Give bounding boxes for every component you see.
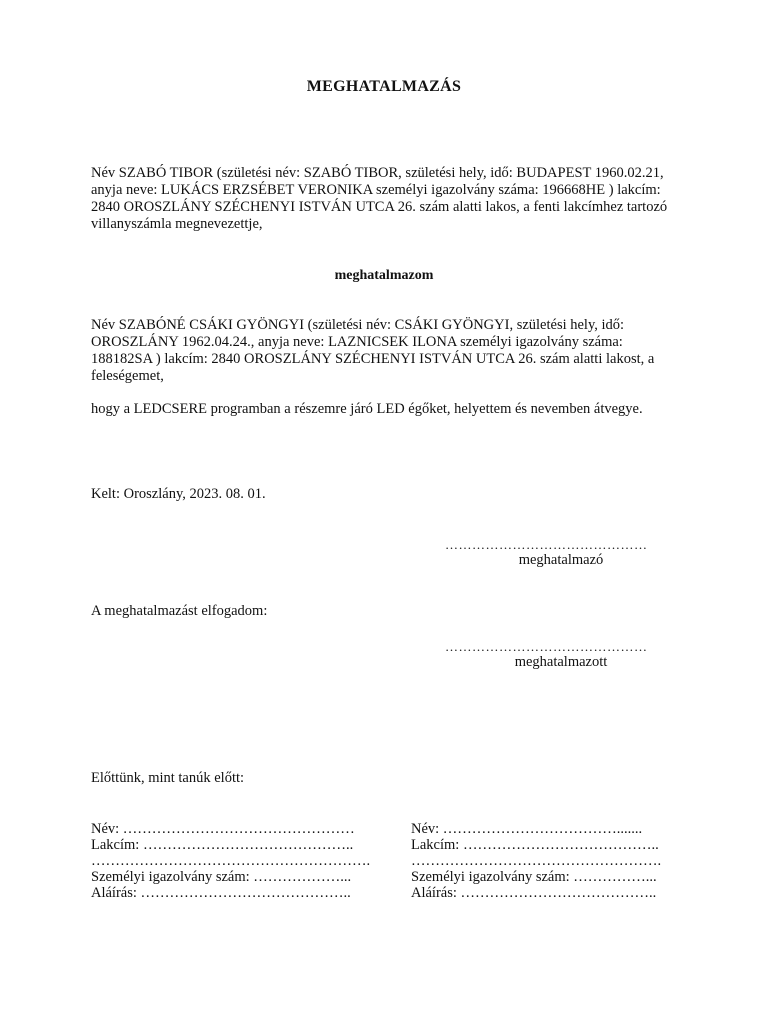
witness-right-name-line: Név: ………………………………....... <box>411 821 643 837</box>
witness-left-address-line: Lakcím: …………………………………….. <box>91 837 354 853</box>
witness-right-signature-line: Aláírás: ………………………………….. <box>411 885 657 901</box>
purpose-paragraph: hogy a LEDCSERE programban a részemre járó LED égőket, helyettem és nevemben átvegye. <box>91 401 643 417</box>
witness-left-id-line: Személyi igazolvány szám: ………………... <box>91 869 352 885</box>
witness-right-address-line: Lakcím: ………………………………….. <box>411 837 659 853</box>
witness-right-id-line: Személyi igazolvány szám: ……………... <box>411 869 657 885</box>
witness-heading: Előttünk, mint tanúk előtt: <box>91 770 245 786</box>
grantee-signature-label: meghatalmazott <box>514 654 608 670</box>
witness-left-address-cont-line: …………………………………………………. <box>91 853 371 869</box>
grantee-signature-line: ……………………………………… <box>445 639 648 654</box>
witness-right-block <box>411 821 711 901</box>
authorization-heading: meghatalmazom <box>334 268 434 283</box>
witness-left-block <box>91 821 391 901</box>
acceptance-text: A meghatalmazást elfogadom: <box>91 603 268 619</box>
grantor-paragraph: Név SZABÓ TIBOR (születési név: SZABÓ TIBOR, születési hely, idő: BUDAPEST 1960.02.21, anyja neve: LUKÁCS ERZSÉBET VERONIKA személyi igazolvány száma: 196668HE ) lakcím: 2840 OROSZLÁNY SZÉCHENYI ISTVÁN UTCA 26. szám alatti lakos, a fenti lakcímhez tartozó villanyszámla megnevezettje, <box>91 165 668 232</box>
date-line: Kelt: Oroszlány, 2023. 08. 01. <box>91 486 266 502</box>
grantee-paragraph: Név SZABÓNÉ CSÁKI GYÖNGYI (születési név: CSÁKI GYÖNGYI, születési hely, idő: OROSZLÁNY 1962.04.24., anyja neve: LAZNICSEK ILONA személyi igazolvány száma: 188182SA ) lakcím: 2840 OROSZLÁNY SZÉCHENYI ISTVÁN UTCA 26. szám alatti lakost, a feleségemet, <box>91 317 655 384</box>
witness-left-name-line: Név: ………………………………………… <box>91 821 355 837</box>
witness-left-signature-line: Aláírás: …………………………………….. <box>91 885 351 901</box>
document-title: MEGHATALMAZÁS <box>306 78 462 95</box>
grantor-signature-label: meghatalmazó <box>518 552 604 568</box>
grantor-signature-line: ……………………………………… <box>445 537 648 552</box>
witness-right-address-cont-line: ……………………………………………. <box>411 853 662 869</box>
